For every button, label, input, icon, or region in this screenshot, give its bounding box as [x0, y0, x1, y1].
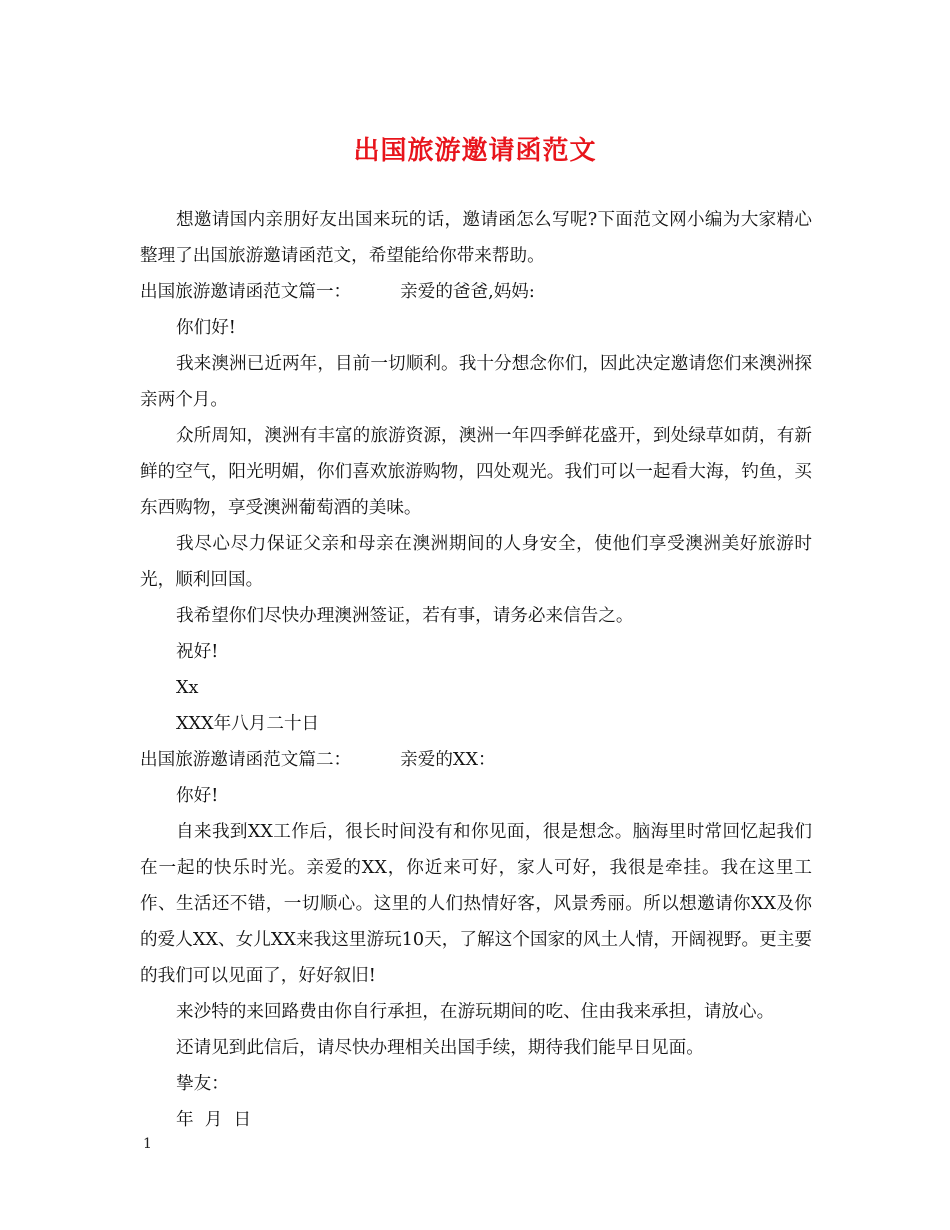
page-number: 1: [143, 1136, 152, 1152]
section1-paragraph: 我尽心尽力保证父亲和母亲在澳洲期间的人身安全，使他们享受澳洲美好旅游时光，顺利回国。: [140, 534, 812, 590]
section2-greeting: 你好!: [176, 786, 219, 806]
section2-closing: 挚友：: [176, 1074, 229, 1094]
section1-date: XXX年八月二十日: [176, 714, 320, 734]
section1-heading: 出国旅游邀请函范文篇一：: [140, 282, 352, 302]
section2-paragraph: 自来我到XX工作后，很长时间没有和你见面，很是想念。脑海里时常回忆起我们在一起的快乐时光。亲爱的XX，你近来可好，家人可好，我很是牵挂。我在这里工作、生活还不错，一切顺心。这里的人们热情好客，风景秀丽。所以想邀请你XX及你的爱人XX、女儿XX来我这里游玩10天，了解这个国家的风土人情，开阔视野。更主要的我们可以见面了，好好叙旧!: [140, 822, 812, 986]
document-body: [140, 202, 812, 1138]
section1-closing: 祝好!: [176, 642, 219, 662]
intro-paragraph: 想邀请国内亲朋好友出国来玩的话，邀请函怎么写呢?下面范文网小编为大家精心整理了出国旅游邀请函范文，希望能给你带来帮助。: [140, 210, 812, 266]
section2-heading: 出国旅游邀请函范文篇二：: [140, 750, 352, 770]
document-title: 出国旅游邀请函范文: [353, 136, 597, 166]
section1-paragraph: 我希望你们尽快办理澳洲签证，若有事，请务必来信告之。: [176, 606, 634, 626]
section1-signature: Xx: [176, 678, 199, 698]
section2-salutation: 亲爱的XX：: [400, 750, 496, 770]
section2-paragraph: 还请见到此信后，请尽快办理相关出国手续，期待我们能早日见面。: [176, 1038, 704, 1058]
section1-paragraph: 众所周知，澳洲有丰富的旅游资源，澳洲一年四季鲜花盛开，到处绿草如荫，有新鲜的空气，阳光明媚，你们喜欢旅游购物，四处观光。我们可以一起看大海，钓鱼，买东西购物，享受澳洲葡萄酒的美味。: [140, 426, 812, 518]
section1-header: [140, 274, 812, 310]
section1-salutation: 亲爱的爸爸,妈妈:: [400, 282, 535, 302]
section1-greeting: 你们好!: [176, 318, 236, 338]
section2-paragraph: 来沙特的来回路费由你自行承担，在游玩期间的吃、住由我来承担，请放心。: [176, 1002, 775, 1022]
section1-paragraph: 我来澳洲已近两年，目前一切顺利。我十分想念你们，因此决定邀请您们来澳洲探亲两个月。: [140, 354, 812, 410]
section2-date: 年 月 日: [176, 1110, 252, 1130]
section2-header: [140, 742, 812, 778]
